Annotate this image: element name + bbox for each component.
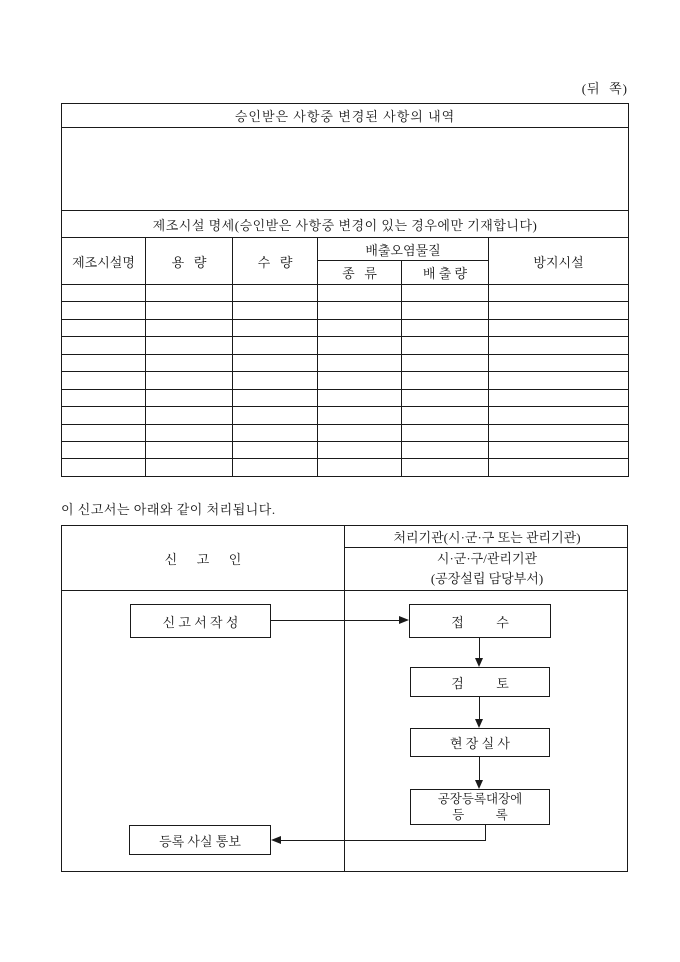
facility-spec-empty-row <box>62 302 629 319</box>
processing-note: 이 신고서는 아래와 같이 처리됩니다. <box>61 502 276 517</box>
col-header-prevention: 방지시설 <box>489 238 629 285</box>
facility-spec-empty-row <box>62 424 629 441</box>
facility-spec-title: 제조시설 명세(승인받은 사항중 변경이 있는 경우에만 기재합니다) <box>62 211 629 238</box>
changed-details-table <box>61 103 629 477</box>
facility-spec-empty-row <box>62 319 629 336</box>
facility-spec-empty-row <box>62 459 629 476</box>
col-header-capacity: 용 량 <box>146 238 233 285</box>
flow-box-write-report: 신 고 서 작 성 <box>130 604 271 638</box>
flow-box-site-inspection: 현 장 실 사 <box>410 728 550 757</box>
agency-subheader-line1: 시·군·구/관리기관 <box>436 551 538 566</box>
applicant-header-cell: 신 고 인 <box>164 551 242 567</box>
header-row-underline <box>62 590 627 591</box>
connector-review-to-inspection <box>479 697 480 720</box>
arrowhead-down-icon <box>475 719 483 728</box>
col-header-pollutants: 배출오염물질 <box>318 238 489 261</box>
facility-spec-empty-row <box>62 285 629 302</box>
agency-header-cell: 처리기관(시·군·구 또는 관리기관) <box>393 530 581 545</box>
arrowhead-down-icon <box>475 658 483 667</box>
agency-subheader-cell <box>345 548 629 590</box>
arrowhead-right-icon <box>399 616 409 624</box>
agency-subheader-line2: (공장설립 담당부서) <box>430 571 544 586</box>
arrowhead-down-icon <box>475 780 483 789</box>
facility-spec-empty-row <box>62 337 629 354</box>
connector-write-to-receipt <box>271 620 399 621</box>
flow-box-receipt: 접 수 <box>409 604 551 638</box>
col-header-pollutant-amount: 배 출 량 <box>402 261 489 285</box>
arrowhead-left-icon <box>271 836 281 844</box>
changed-details-blank-area <box>62 128 629 211</box>
changed-details-title: 승인받은 사항중 변경된 사항의 내역 <box>62 104 629 128</box>
facility-spec-empty-row <box>62 407 629 424</box>
facility-spec-empty-row <box>62 441 629 458</box>
connector-register-down <box>485 825 486 841</box>
facility-spec-empty-row <box>62 354 629 371</box>
connector-register-to-notify <box>281 840 486 841</box>
connector-receipt-to-review <box>479 638 480 659</box>
flow-box-notify-registration: 등록 사실 통보 <box>129 825 271 855</box>
facility-spec-empty-row <box>62 389 629 406</box>
flow-box-register-ledger <box>410 789 550 825</box>
page-side-label: (뒤 쪽) <box>581 81 628 96</box>
flow-box-register-line1: 공장등록대장에 <box>437 792 523 806</box>
flow-box-register-line2: 등 록 <box>452 808 508 822</box>
col-header-quantity: 수 량 <box>233 238 318 285</box>
col-header-pollutant-type: 종 류 <box>318 261 402 285</box>
connector-inspection-to-register <box>479 757 480 781</box>
facility-spec-empty-row <box>62 372 629 389</box>
col-header-facility-name: 제조시설명 <box>62 238 146 285</box>
flow-box-review: 검 토 <box>410 667 550 697</box>
